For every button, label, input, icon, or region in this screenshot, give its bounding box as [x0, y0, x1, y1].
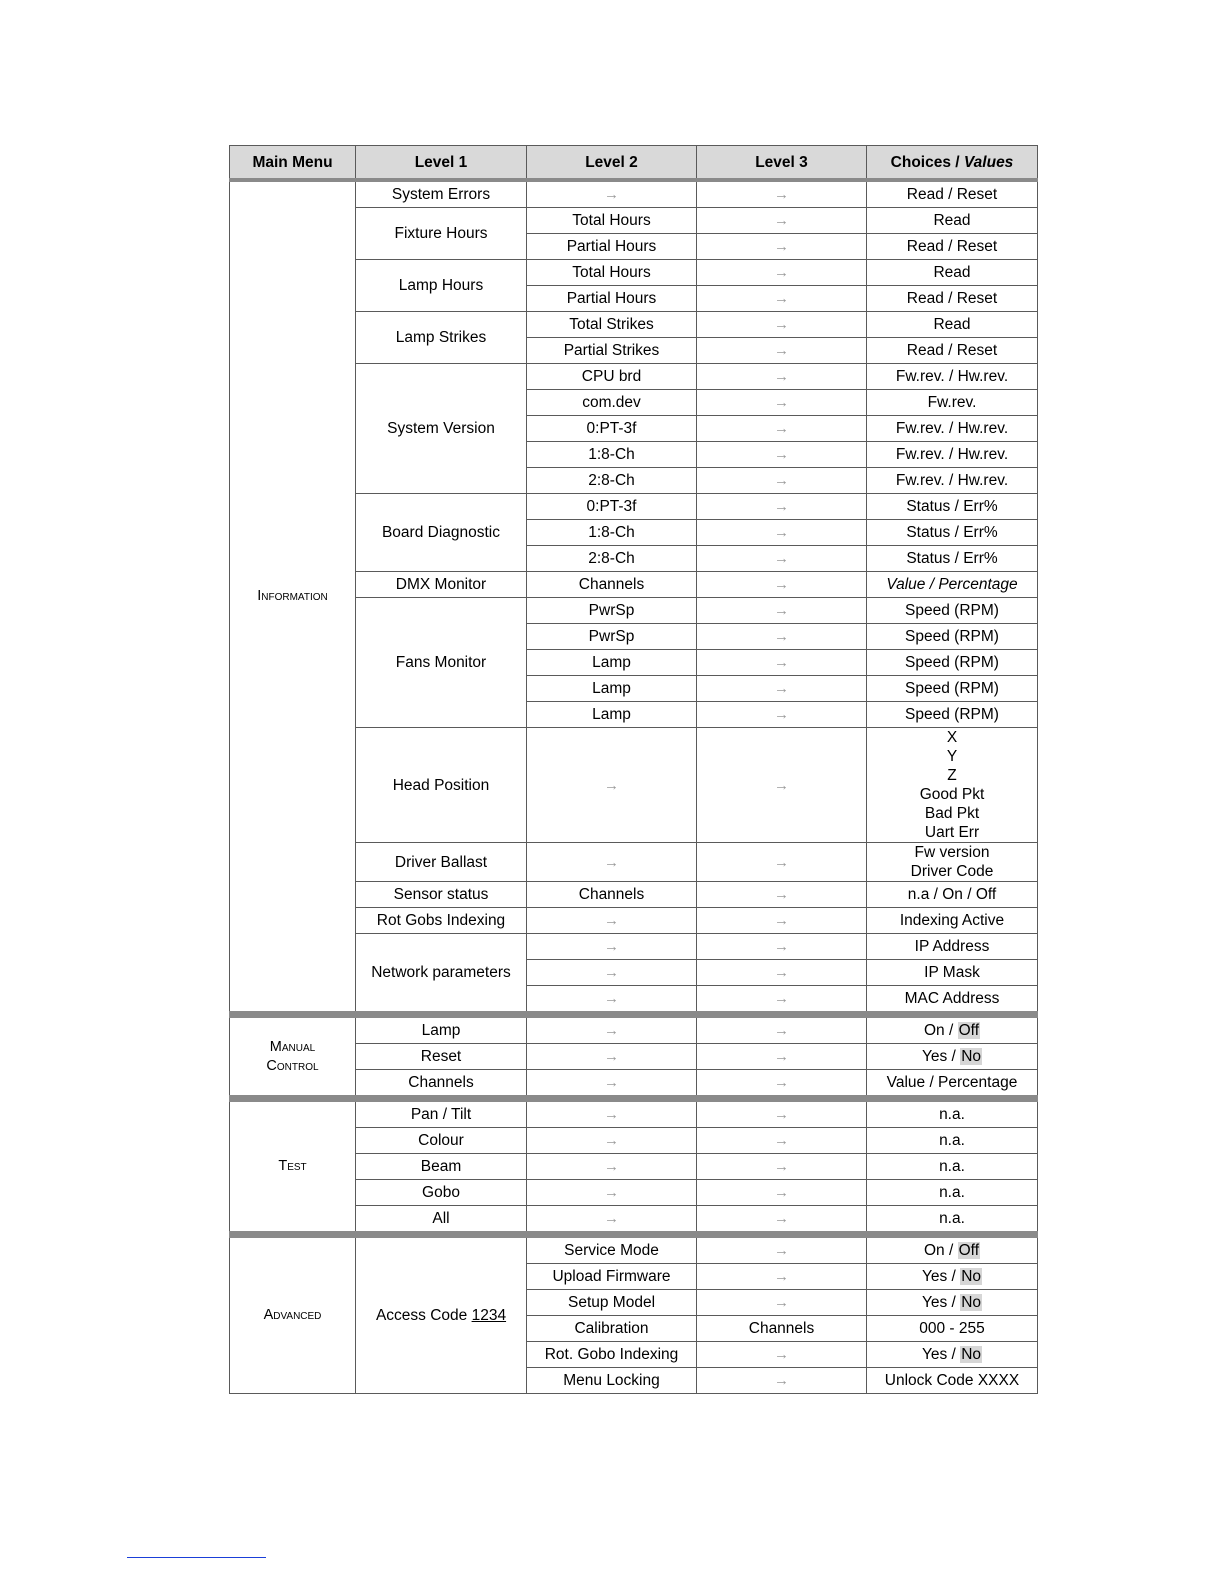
choice-cell: Fw.rev. / Hw.rev.: [867, 416, 1038, 442]
choice-cell: Status / Err%: [867, 494, 1038, 520]
menu-structure-table: [229, 145, 1038, 1394]
arrow-icon: →: [527, 1099, 697, 1128]
level1-cell: Beam: [356, 1154, 527, 1180]
choice-cell: Speed (RPM): [867, 676, 1038, 702]
level2-cell: 2:8-Ch: [527, 546, 697, 572]
arrow-icon: →: [697, 1342, 867, 1368]
choice-line: Driver Code: [910, 863, 994, 880]
arrow-icon: →: [697, 208, 867, 234]
choice-cell: Yes / No: [867, 1290, 1038, 1316]
choice-cell: Yes / No: [867, 1044, 1038, 1070]
choice-cell: Speed (RPM): [867, 650, 1038, 676]
choice-line: Y: [946, 748, 958, 765]
choice-cell: Fw.rev. / Hw.rev.: [867, 468, 1038, 494]
choice-cell: Value / Percentage: [867, 572, 1038, 598]
arrow-icon: →: [697, 598, 867, 624]
choice-cell: n.a.: [867, 1180, 1038, 1206]
arrow-icon: →: [697, 1154, 867, 1180]
level2-cell: PwrSp: [527, 624, 697, 650]
main-menu-information: Information: [230, 180, 356, 1015]
arrow-icon: →: [527, 1128, 697, 1154]
main-menu-manual-control: Manual Control: [230, 1015, 356, 1099]
arrow-icon: →: [697, 960, 867, 986]
level1-head-position: Head Position: [356, 728, 527, 843]
arrow-icon: →: [697, 1235, 867, 1264]
level2-cell: Setup Model: [527, 1290, 697, 1316]
arrow-icon: →: [697, 1368, 867, 1394]
choice-cell: On / Off: [867, 1015, 1038, 1044]
level2-cell: 1:8-Ch: [527, 520, 697, 546]
choice-cell: MAC Address: [867, 986, 1038, 1015]
arrow-icon: →: [697, 934, 867, 960]
level1-cell: Colour: [356, 1128, 527, 1154]
choice-cell: 000 - 255: [867, 1316, 1038, 1342]
level1-cell: Lamp: [356, 1015, 527, 1044]
arrow-icon: →: [697, 1180, 867, 1206]
header-level-2: Level 2: [527, 146, 697, 181]
level2-cell: 0:PT-3f: [527, 494, 697, 520]
arrow-icon: →: [697, 546, 867, 572]
header-choices-values: Choices / Values: [867, 146, 1038, 181]
choice-cell-multi: [867, 728, 1038, 843]
arrow-icon: →: [527, 1180, 697, 1206]
main-menu-test: Test: [230, 1099, 356, 1235]
level3-cell: Channels: [697, 1316, 867, 1342]
choice-cell: n.a.: [867, 1206, 1038, 1235]
choice-cell: Status / Err%: [867, 546, 1038, 572]
arrow-icon: →: [697, 390, 867, 416]
arrow-icon: →: [527, 960, 697, 986]
arrow-icon: →: [697, 180, 867, 208]
choice-line: Z: [947, 767, 957, 784]
level2-cell: CPU brd: [527, 364, 697, 390]
level1-cell: Reset: [356, 1044, 527, 1070]
choice-cell: Unlock Code XXXX: [867, 1368, 1038, 1394]
choice-cell: Speed (RPM): [867, 624, 1038, 650]
choice-cell: Speed (RPM): [867, 598, 1038, 624]
choice-line: Good Pkt: [919, 786, 985, 803]
arrow-icon: →: [697, 676, 867, 702]
arrow-icon: →: [697, 286, 867, 312]
level2-cell: Lamp: [527, 702, 697, 728]
table-row: [230, 1099, 1038, 1128]
choice-cell: Yes / No: [867, 1264, 1038, 1290]
arrow-icon: →: [697, 338, 867, 364]
arrow-icon: →: [527, 986, 697, 1015]
arrow-icon: →: [697, 260, 867, 286]
level1-fixture-hours: Fixture Hours: [356, 208, 527, 260]
choice-cell: IP Mask: [867, 960, 1038, 986]
level2-cell: Partial Hours: [527, 286, 697, 312]
level2-cell: com.dev: [527, 390, 697, 416]
level1-driver-ballast: Driver Ballast: [356, 843, 527, 882]
level2-cell: Service Mode: [527, 1235, 697, 1264]
arrow-icon: →: [697, 1290, 867, 1316]
arrow-icon: →: [527, 1154, 697, 1180]
arrow-icon: →: [527, 180, 697, 208]
table-row: [230, 1235, 1038, 1264]
arrow-icon: →: [697, 1070, 867, 1099]
level1-cell: All: [356, 1206, 527, 1235]
choice-cell: n.a.: [867, 1154, 1038, 1180]
arrow-icon: →: [697, 494, 867, 520]
level1-dmx-monitor: DMX Monitor: [356, 572, 527, 598]
header-main-menu: Main Menu: [230, 146, 356, 181]
choice-cell: Speed (RPM): [867, 702, 1038, 728]
arrow-icon: →: [697, 312, 867, 338]
arrow-icon: →: [697, 624, 867, 650]
level1-lamp-strikes: Lamp Strikes: [356, 312, 527, 364]
choice-cell: Indexing Active: [867, 908, 1038, 934]
choice-cell: Status / Err%: [867, 520, 1038, 546]
choice-cell: n.a.: [867, 1128, 1038, 1154]
level2-cell: Total Hours: [527, 260, 697, 286]
arrow-icon: →: [697, 1264, 867, 1290]
choice-cell: Read / Reset: [867, 338, 1038, 364]
header-level-1: Level 1: [356, 146, 527, 181]
arrow-icon: →: [697, 908, 867, 934]
level2-cell: 2:8-Ch: [527, 468, 697, 494]
choice-cell: Read: [867, 260, 1038, 286]
header-level-3: Level 3: [697, 146, 867, 181]
choice-cell: Fw.rev. / Hw.rev.: [867, 442, 1038, 468]
level1-board-diagnostic: Board Diagnostic: [356, 494, 527, 572]
level1-cell: Pan / Tilt: [356, 1099, 527, 1128]
level2-cell: Total Strikes: [527, 312, 697, 338]
arrow-icon: →: [527, 843, 697, 882]
level1-network-parameters: Network parameters: [356, 934, 527, 1015]
arrow-icon: →: [697, 882, 867, 908]
choice-cell: Fw.rev. / Hw.rev.: [867, 364, 1038, 390]
arrow-icon: →: [697, 986, 867, 1015]
choice-line: Uart Err: [924, 824, 980, 841]
level2-cell: Calibration: [527, 1316, 697, 1342]
footnote-separator-line: [127, 1557, 266, 1558]
arrow-icon: →: [697, 572, 867, 598]
choice-cell: IP Address: [867, 934, 1038, 960]
arrow-icon: →: [697, 1128, 867, 1154]
choice-cell-multi: [867, 843, 1038, 882]
arrow-icon: →: [697, 234, 867, 260]
choice-cell: Read / Reset: [867, 180, 1038, 208]
level2-cell: 1:8-Ch: [527, 442, 697, 468]
arrow-icon: →: [527, 1044, 697, 1070]
arrow-icon: →: [697, 468, 867, 494]
choice-cell: Value / Percentage: [867, 1070, 1038, 1099]
level2-cell: 0:PT-3f: [527, 416, 697, 442]
level2-cell: Partial Strikes: [527, 338, 697, 364]
arrow-icon: →: [527, 934, 697, 960]
arrow-icon: →: [697, 1044, 867, 1070]
choice-cell: Fw.rev.: [867, 390, 1038, 416]
choice-cell: Read: [867, 312, 1038, 338]
arrow-icon: →: [697, 650, 867, 676]
level2-cell: Rot. Gobo Indexing: [527, 1342, 697, 1368]
choice-cell: n.a / On / Off: [867, 882, 1038, 908]
level2-cell: Channels: [527, 882, 697, 908]
header-row: [230, 146, 1038, 181]
level1-system-errors: System Errors: [356, 180, 527, 208]
arrow-icon: →: [697, 1206, 867, 1235]
choice-cell: n.a.: [867, 1099, 1038, 1128]
choice-cell: On / Off: [867, 1235, 1038, 1264]
level2-cell: Channels: [527, 572, 697, 598]
choice-line: Fw version: [914, 844, 990, 861]
level2-cell: PwrSp: [527, 598, 697, 624]
level2-cell: Upload Firmware: [527, 1264, 697, 1290]
level1-rot-gobs-indexing: Rot Gobs Indexing: [356, 908, 527, 934]
choice-cell: Read: [867, 208, 1038, 234]
main-menu-advanced: Advanced: [230, 1235, 356, 1394]
table-row: [230, 1015, 1038, 1044]
arrow-icon: →: [527, 1070, 697, 1099]
level2-cell: Lamp: [527, 650, 697, 676]
level2-cell: Lamp: [527, 676, 697, 702]
level2-cell: Total Hours: [527, 208, 697, 234]
arrow-icon: →: [697, 1015, 867, 1044]
arrow-icon: →: [697, 442, 867, 468]
choice-cell: Read / Reset: [867, 234, 1038, 260]
arrow-icon: →: [527, 908, 697, 934]
arrow-icon: →: [697, 728, 867, 843]
arrow-icon: →: [697, 843, 867, 882]
level1-fans-monitor: Fans Monitor: [356, 598, 527, 728]
level1-cell: Channels: [356, 1070, 527, 1099]
choice-cell: Yes / No: [867, 1342, 1038, 1368]
arrow-icon: →: [697, 1099, 867, 1128]
table-row: [230, 180, 1038, 208]
arrow-icon: →: [527, 728, 697, 843]
level1-cell: Gobo: [356, 1180, 527, 1206]
level1-system-version: System Version: [356, 364, 527, 494]
level1-access-code: Access Code 1234: [356, 1235, 527, 1394]
level2-cell: Menu Locking: [527, 1368, 697, 1394]
choice-line: Bad Pkt: [924, 805, 980, 822]
arrow-icon: →: [697, 702, 867, 728]
level2-cell: Partial Hours: [527, 234, 697, 260]
arrow-icon: →: [697, 364, 867, 390]
arrow-icon: →: [697, 520, 867, 546]
level1-lamp-hours: Lamp Hours: [356, 260, 527, 312]
choice-cell: Read / Reset: [867, 286, 1038, 312]
level1-sensor-status: Sensor status: [356, 882, 527, 908]
arrow-icon: →: [527, 1015, 697, 1044]
arrow-icon: →: [527, 1206, 697, 1235]
choice-line: X: [946, 729, 958, 746]
arrow-icon: →: [697, 416, 867, 442]
